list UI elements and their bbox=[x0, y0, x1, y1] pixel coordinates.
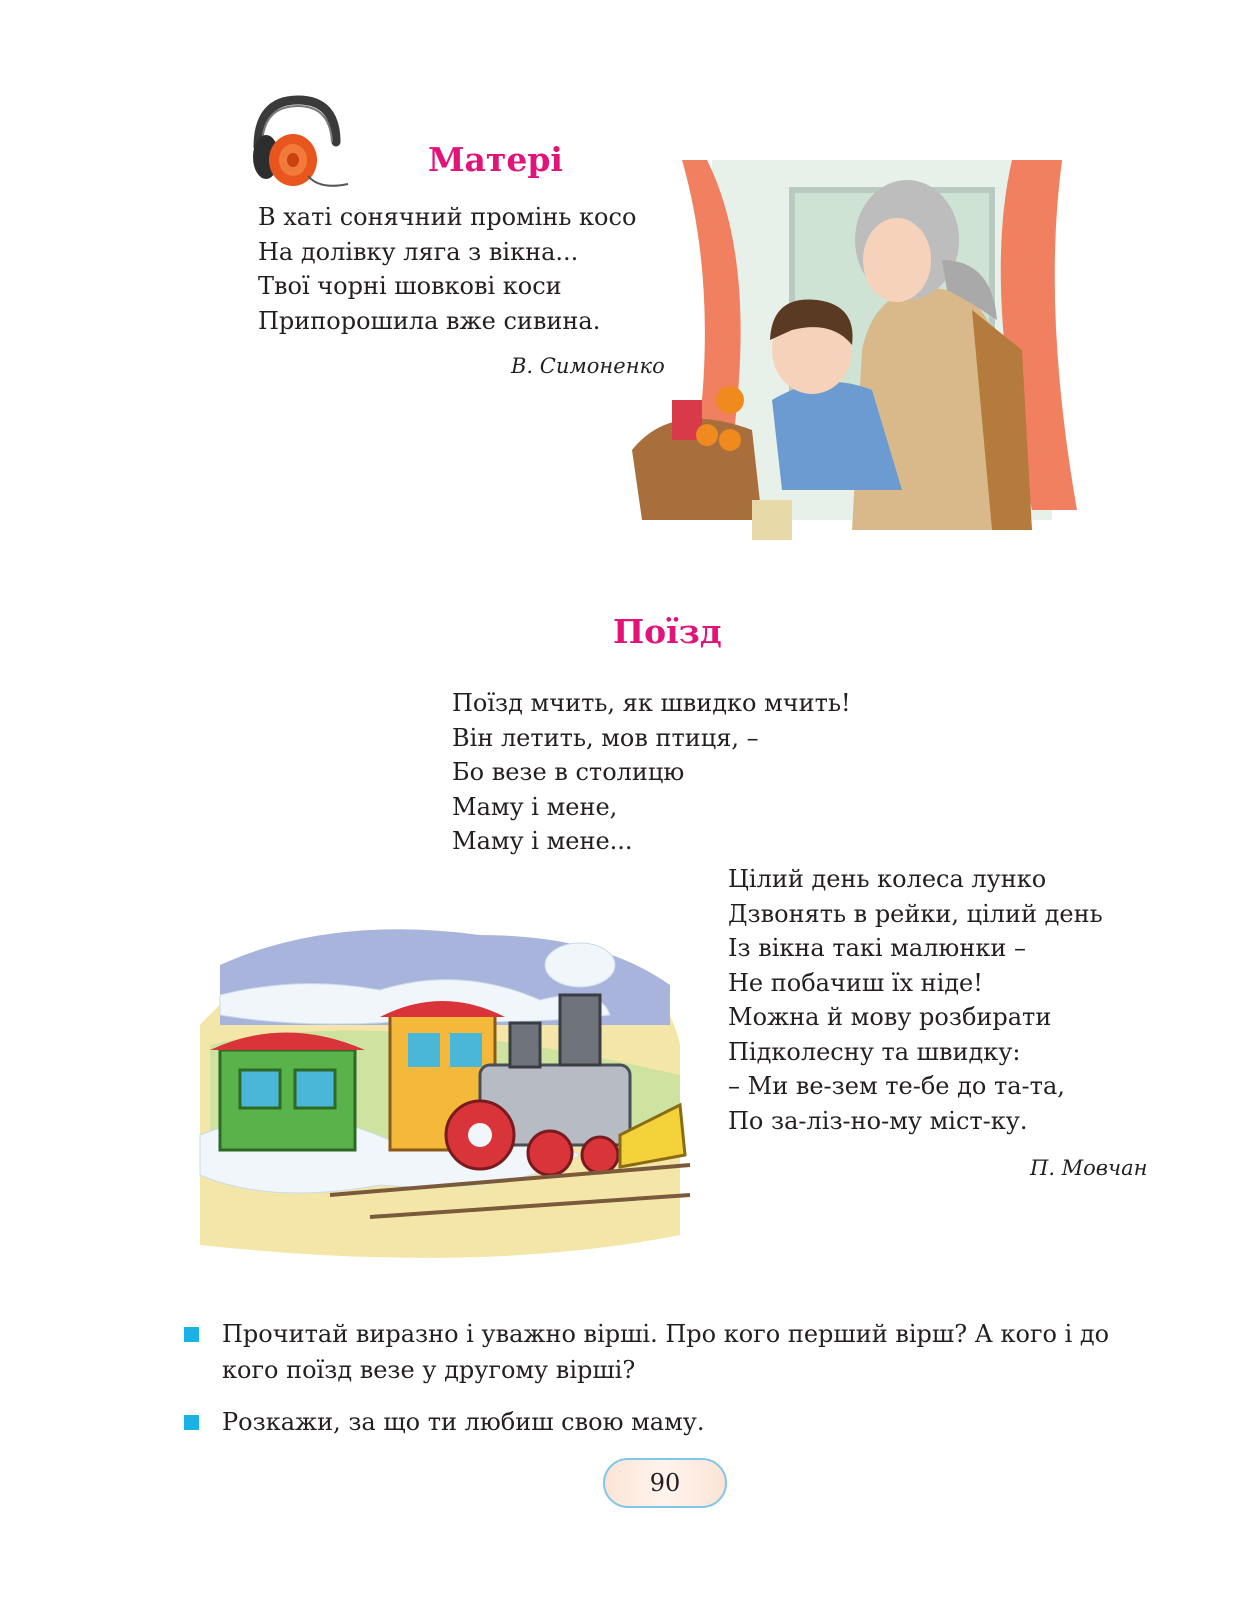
poem-line: Дзвонять в рейки, цілий день bbox=[728, 899, 1103, 928]
mother-child-illustration bbox=[612, 150, 1088, 558]
train-illustration bbox=[180, 905, 700, 1275]
poem-title-poizd: Поїзд bbox=[613, 612, 722, 651]
poem-line: Маму і мене, bbox=[452, 792, 618, 821]
poem-line: Цілий день колеса лунко bbox=[728, 865, 1047, 893]
poem-materi-text bbox=[258, 200, 636, 338]
task-item bbox=[222, 1316, 1162, 1388]
poem-line: Він летить, мов птиця, – bbox=[452, 723, 759, 752]
poem-line: Твої чорні шовкові коси bbox=[258, 272, 562, 300]
poem-title-materi: Матері bbox=[428, 140, 563, 179]
poem-poizd-stanza-2 bbox=[728, 862, 1103, 1138]
task-text: Розкажи, за що ти любиш свою маму. bbox=[222, 1408, 705, 1436]
square-bullet-icon bbox=[184, 1327, 199, 1342]
poem-line: – Ми ве-зем те-бе до та-та, bbox=[728, 1072, 1065, 1100]
poem-line: Поїзд мчить, як швидко мчить! bbox=[452, 689, 851, 717]
poem-line: Бо везе в столицю bbox=[452, 758, 685, 786]
poem-line: Можна й мову розбирати bbox=[728, 1003, 1052, 1031]
poem-line: Не побачиш їх ніде! bbox=[728, 968, 983, 997]
poem-line: Із вікна такі малюнки – bbox=[728, 934, 1026, 962]
poem-poizd-stanza-1 bbox=[452, 686, 851, 859]
page-number: 90 bbox=[603, 1458, 727, 1508]
poem-author-simonenko: В. Симоненко bbox=[511, 354, 665, 378]
task-item bbox=[222, 1404, 1162, 1440]
poem-line: Підколесну та швидку: bbox=[728, 1037, 1021, 1066]
square-bullet-icon bbox=[184, 1415, 199, 1430]
poem-author-movchan: П. Мовчан bbox=[1030, 1156, 1148, 1180]
task-text: Прочитай виразно і уважно вірші. Про кого перший вірш? А кого і до кого поїзд везе у другому вірші? bbox=[222, 1320, 1110, 1384]
poem-line: На долівку ляга з вікна... bbox=[258, 237, 579, 266]
poem-line: В хаті сонячний промінь косо bbox=[258, 203, 637, 231]
poem-line: По за-ліз-но-му міст-ку. bbox=[728, 1106, 1028, 1135]
headphones-icon[interactable] bbox=[248, 92, 358, 192]
poem-line: Маму і мене... bbox=[452, 827, 633, 855]
poem-line: Припорошила вже сивина. bbox=[258, 306, 601, 335]
